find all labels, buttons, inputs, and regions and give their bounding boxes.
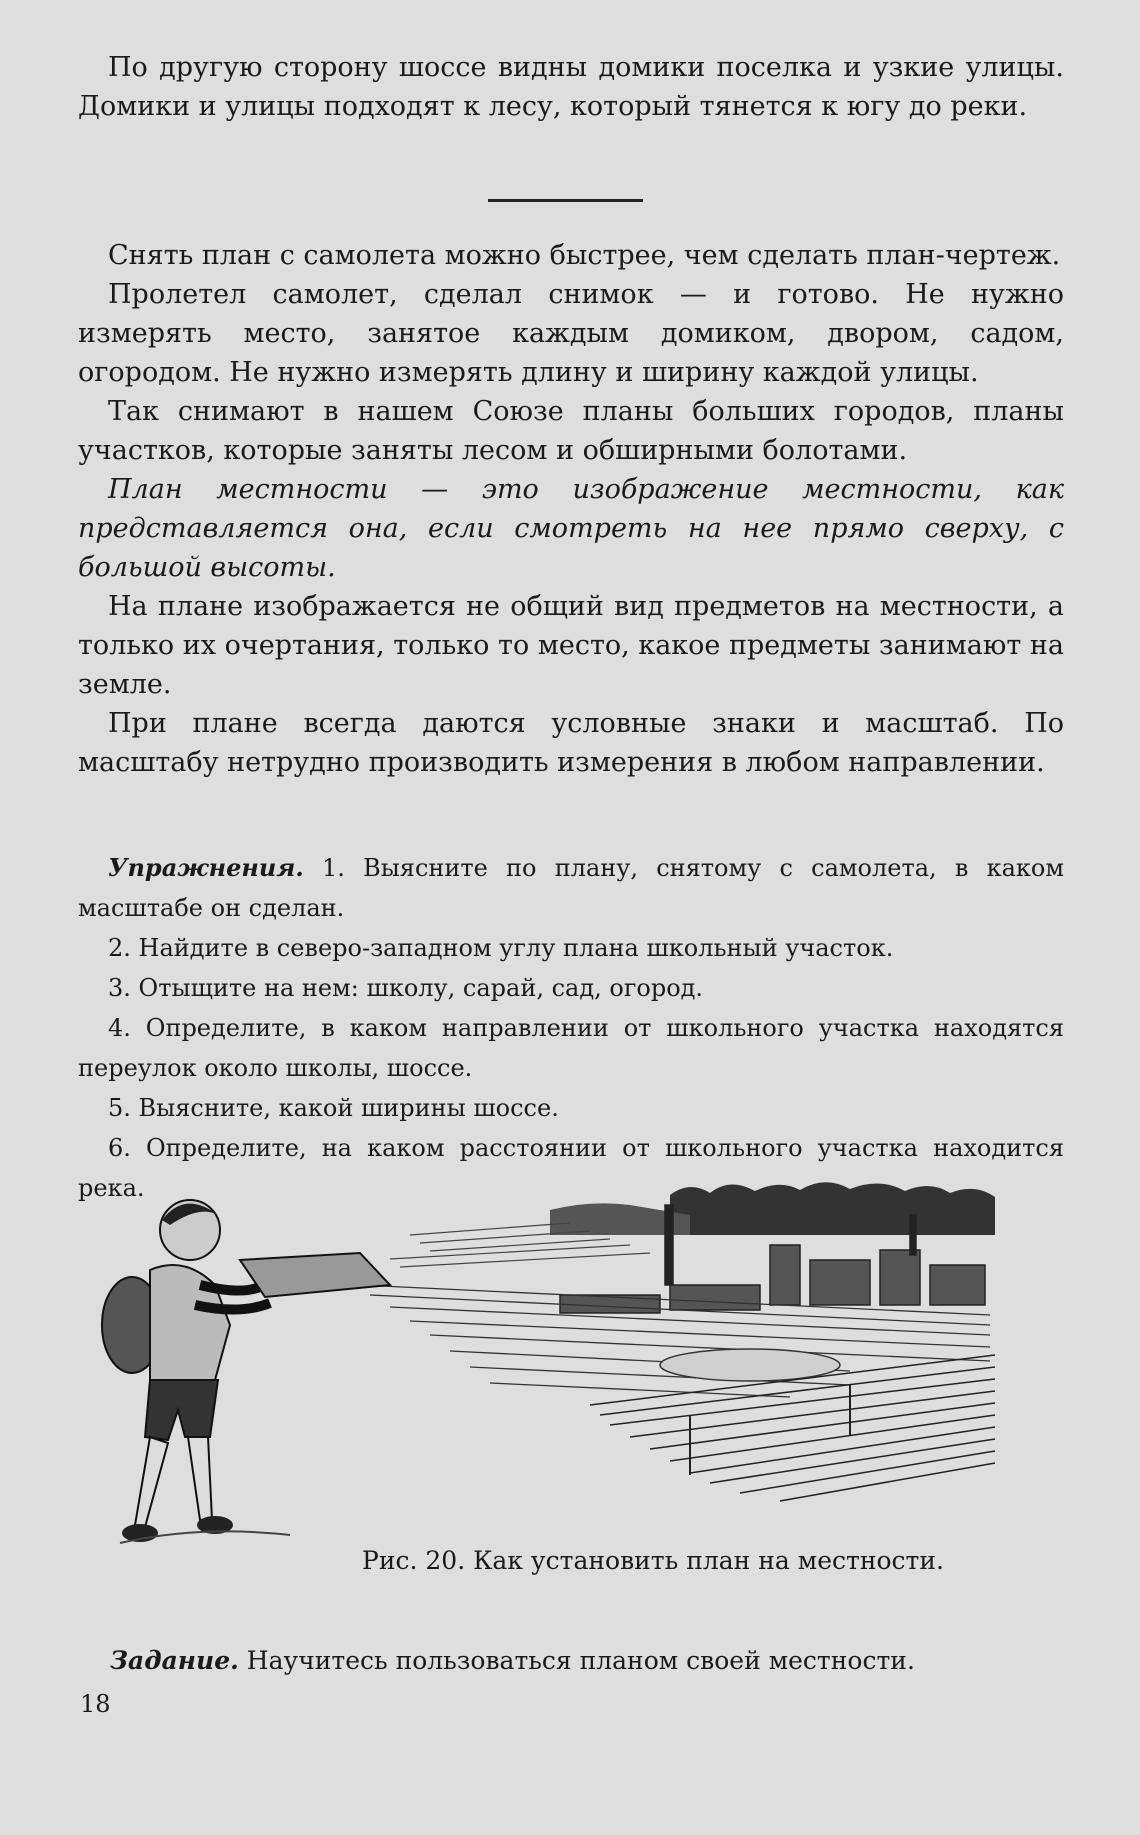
exercise-1-text: 1. Выясните по плану, снятому с самолета, в каком масштабе он сделан. — [78, 854, 1064, 922]
top-paragraph-block — [78, 48, 1064, 126]
exercise-5: 5. Выясните, какой ширины шоссе. — [108, 1094, 559, 1122]
main-text-block — [78, 236, 1064, 782]
figure-caption: Рис. 20. Как установить план на местности. — [362, 1546, 944, 1575]
exercises-heading: Упражнения. — [108, 853, 304, 882]
pond — [660, 1349, 840, 1381]
paragraph-3: Так снимают в нашем Союзе планы больших городов, планы участков, которые заняты лесом и обширными болотами. — [78, 396, 1064, 466]
top-paragraph: По другую сторону шоссе видны домики поселка и узкие улицы. Домики и улицы подходят к лесу, который тянется к югу до реки. — [78, 52, 1064, 122]
exercise-4: 4. Определите, в каком направлении от школьного участка находятся переулок около школы, шоссе. — [78, 1014, 1064, 1082]
exercise-6: 6. Определите, на каком расстоянии от школьного участка находится река. — [78, 1134, 1064, 1202]
task-text: Научитесь пользоваться планом своей местности. — [246, 1646, 915, 1675]
paragraph-5: На плане изображается не общий вид предметов на местности, а только их очертания, только то место, какое предметы занимают на земле. — [78, 591, 1064, 700]
boy-figure — [102, 1200, 270, 1542]
paragraph-2: Пролетел самолет, сделал снимок — и готово. Не нужно измерять место, занятое каждым домиком, двором, садом, огородом. Не нужно измерять длину и ширину каждой улицы. — [78, 279, 1064, 388]
task-heading: Задание. — [110, 1646, 239, 1675]
definition-paragraph: План местности — это изображение местности, как представляется она, если смотреть на нее прямо сверху, с большой высоты. — [78, 474, 1064, 583]
paragraph-6: При плане всегда даются условные знаки и масштаб. По масштабу нетрудно производить измерения в любом направлении. — [78, 708, 1064, 778]
treeline-illustration — [550, 1182, 995, 1235]
exercise-2: 2. Найдите в северо-западном углу плана школьный участок. — [108, 934, 894, 962]
map-held — [240, 1253, 390, 1297]
section-divider — [488, 199, 643, 202]
paragraph-1: Снять план с самолета можно быстрее, чем сделать план-чертеж. — [108, 240, 1061, 271]
page-number: 18 — [80, 1690, 111, 1718]
exercises-block — [78, 848, 1064, 1208]
task-line — [110, 1646, 915, 1675]
exercise-3: 3. Отыщите на нем: школу, сарай, сад, огород. — [108, 974, 704, 1002]
exercise-1 — [78, 848, 1064, 928]
